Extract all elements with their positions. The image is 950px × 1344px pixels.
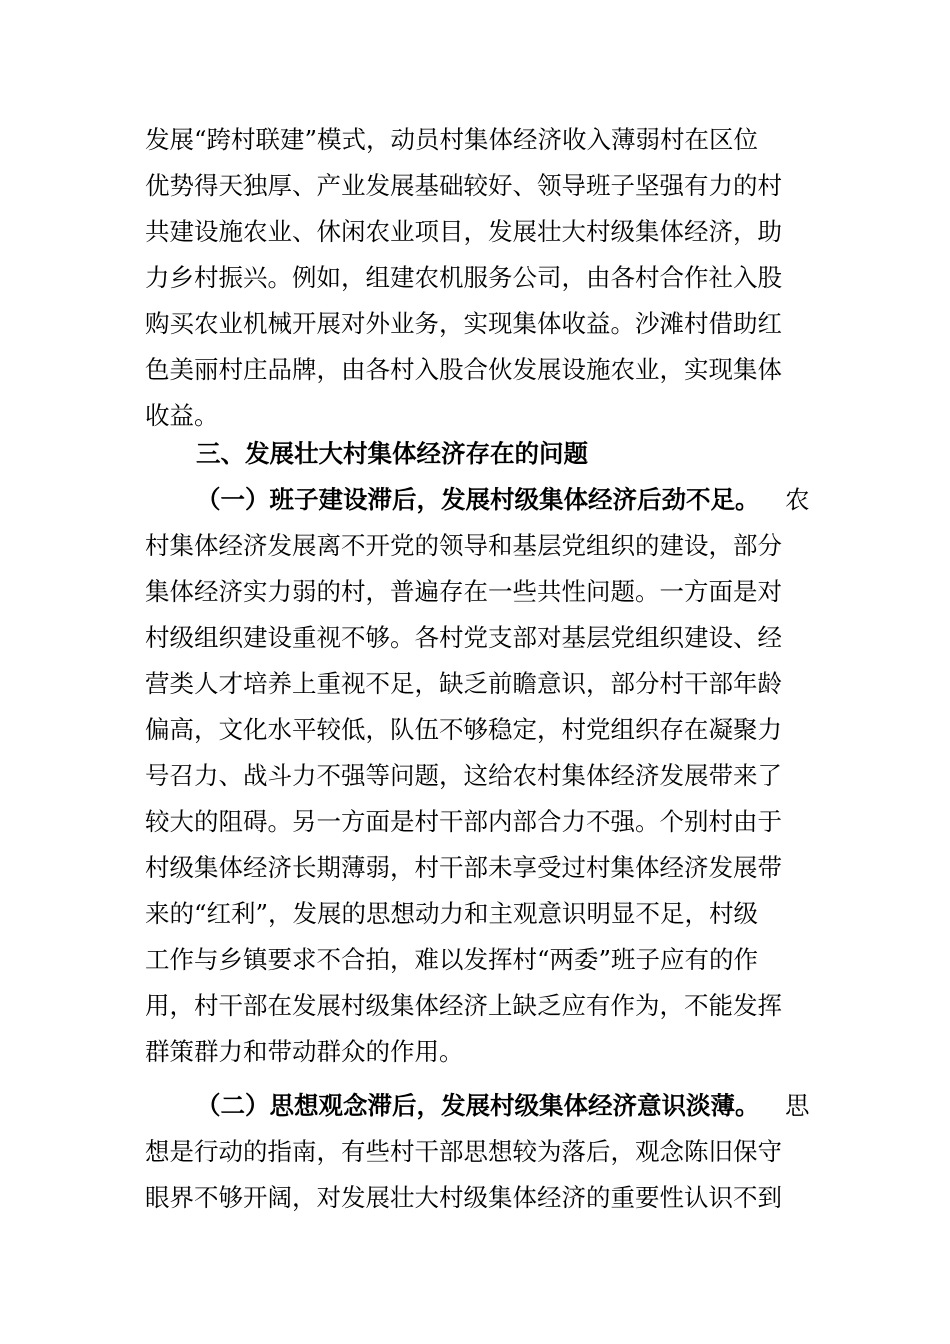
text-line <box>0 664 950 704</box>
paragraph-lead-line <box>0 1086 950 1126</box>
paragraph-lead: （二）思想观念滞后，发展村级集体经济意识淡薄。 <box>196 1091 760 1120</box>
text-line <box>0 212 950 252</box>
line-text: 发展“跨村联建”模式，动员村集体经济收入薄弱村在区位 <box>145 125 759 154</box>
text-line <box>0 350 950 390</box>
line-text: 购买农业机械开展对外业务，实现集体收益。沙滩村借助红 <box>145 309 782 338</box>
line-text: 想是行动的指南，有些村干部思想较为落后，观念陈旧保守 <box>145 1137 782 1166</box>
text-line <box>0 618 950 658</box>
paragraph-lead: （一）班子建设滞后，发展村级集体经济后劲不足。 <box>196 485 760 514</box>
line-text: 色美丽村庄品牌，由各村入股合伙发展设施农业，实现集体 <box>145 355 782 384</box>
line-text: 收益。 <box>145 401 219 430</box>
text-line <box>0 986 950 1026</box>
text-line <box>0 166 950 206</box>
text-line <box>0 120 950 160</box>
line-text: 号召力、战斗力不强等问题，这给农村集体经济发展带来了 <box>145 761 782 790</box>
line-text: 思 <box>785 1091 810 1120</box>
line-text: 村集体经济发展离不开党的领导和基层党组织的建设，部分 <box>145 531 782 560</box>
text-line <box>0 526 950 566</box>
line-text: 村级集体经济长期薄弱，村干部未享受过村集体经济发展带 <box>145 853 782 882</box>
text-line <box>0 710 950 750</box>
line-text: 优势得天独厚、产业发展基础较好、领导班子坚强有力的村 <box>145 171 782 200</box>
line-text: 共建设施农业、休闲农业项目，发展壮大村级集体经济，助 <box>145 217 782 246</box>
line-text: 农 <box>785 485 810 514</box>
text-line <box>0 802 950 842</box>
text-line <box>0 572 950 612</box>
line-text: 较大的阻碍。另一方面是村干部内部合力不强。个别村由于 <box>145 807 782 836</box>
paragraph-lead-line <box>0 480 950 520</box>
text-line <box>0 940 950 980</box>
line-text: 偏高，文化水平较低，队伍不够稳定，村党组织存在凝聚力 <box>145 715 782 744</box>
heading-text: 三、发展壮大村集体经济存在的问题 <box>196 439 588 468</box>
section-heading <box>0 434 950 474</box>
line-text: 眼界不够开阔，对发展壮大村级集体经济的重要性认识不到 <box>145 1183 782 1212</box>
line-text: 群策群力和带动群众的作用。 <box>145 1037 464 1066</box>
line-text: 工作与乡镇要求不合拍，难以发挥村“两委”班子应有的作 <box>145 945 759 974</box>
text-line <box>0 848 950 888</box>
text-line <box>0 894 950 934</box>
text-line <box>0 756 950 796</box>
text-line <box>0 258 950 298</box>
line-text: 集体经济实力弱的村，普遍存在一些共性问题。一方面是对 <box>145 577 782 606</box>
text-line <box>0 1178 950 1218</box>
line-text: 村级组织建设重视不够。各村党支部对基层党组织建设、经 <box>145 623 782 652</box>
text-line <box>0 1132 950 1172</box>
line-text: 力乡村振兴。例如，组建农机服务公司，由各村合作社入股 <box>145 263 782 292</box>
text-line <box>0 1032 950 1072</box>
text-line <box>0 304 950 344</box>
text-line <box>0 396 950 436</box>
line-text: 来的“红利”，发展的思想动力和主观意识明显不足，村级 <box>145 899 759 928</box>
line-text: 营类人才培养上重视不足，缺乏前瞻意识，部分村干部年龄 <box>145 669 782 698</box>
line-text: 用，村干部在发展村级集体经济上缺乏应有作为，不能发挥 <box>145 991 782 1020</box>
